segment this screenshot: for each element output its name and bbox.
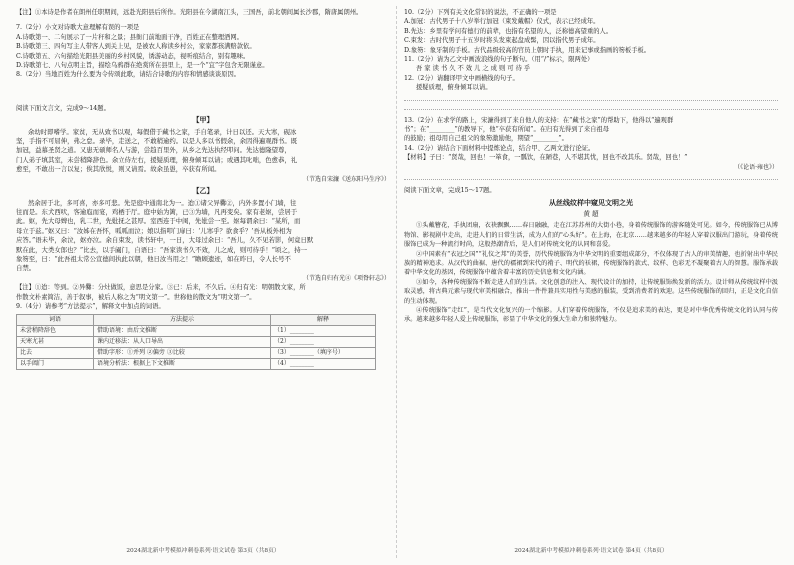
q10-option-b: B.先达：乡里有学问有德行的前辈，也指有名望的人，泛称德高望重的人。 (404, 27, 613, 35)
classical-intro: 阅读下面文言文，完成9～14题。 (16, 104, 110, 112)
question-11-stem: 11.（2分）请为乙文中画波浪线的句子断句。（用“/”标示，限两处） (404, 56, 594, 64)
table-cell: 天寒尤甚 (17, 337, 94, 348)
table-cell: 借助字形：①并列 ②偏旁 ③比较 (94, 348, 271, 359)
q7-option-b: B.诗歌第三、四句写主人带客人到关上见，是被农人称读乡村公，家家都孩满赔款依。 (16, 43, 256, 51)
q7-option-a: A.诗歌第一、二句展示了一片秆和之景；县衙门前地面干净，百姓正在整理酒网。 (16, 33, 243, 41)
passage-yi-source: （节选自归有光④《项脊轩志》） (302, 274, 390, 282)
answer-area[interactable] (404, 96, 778, 110)
passage-jia-source: （节选自宋濂《送东阳马生序》） (302, 175, 390, 183)
page-footer: 2024湖北新中考模拟冲刺卷系列·语文试卷 第3页（共8页） (126, 547, 280, 554)
q14-material-source: （《论语·雍也》） (734, 163, 778, 171)
article-author: 黄 超 (583, 209, 599, 218)
question-13-line[interactable]: 书”；在“________”的教导下，他“卒获有所闻”。在归有光得到了来自祖母 (404, 126, 610, 134)
answer-blank[interactable]: （2）________ (271, 337, 376, 348)
article-title: 从丝线纹样中窥见文明之光 (549, 197, 633, 207)
passage-line: 然余居于北，多可喜，亦多可悲。先是庭中通南北为一。迨①诸父异爨②，内外多置小门墙，往 (28, 198, 297, 207)
table-row (17, 326, 376, 337)
passage-line: 余幼时即嗜学。家贫，无从致书以观，每假借于藏书之家，手自笔录，计日以还。天大寒，砚冰 (28, 127, 297, 136)
passage-line: 此。妪，先大母婢也，乳二世，先妣抚之甚厚。室西连于中闺，先妣尝一至。妪每谓余曰：“某所，而 (16, 217, 301, 226)
answer-blank[interactable]: （3）________（填序号） (271, 348, 376, 359)
question-12-stem: 12.（2分）请翻译甲文中画横线的句子。 (404, 74, 519, 82)
question-14-stem: 14.（2分）请结合下面材料中提炼论点，结合甲、乙两文进行论证。 (404, 144, 595, 152)
passage-line: 象笏至，曰：“此吾祖太常公宣德间执此以朝，他日汝当用之！”瞻顾遗迹，如在昨日，令人长号不 (16, 254, 291, 263)
passage-line: 往而是。东犬西吠，客逾庖而宴，鸡栖于厅。庭中始为篱，已③为墙，凡再变矣。家有老妪，尝居于 (16, 207, 298, 216)
question-8-stem: 8.（2分）当地百姓为什么要为令传颂此歌，请结合诗歌的内容和情感谈谈原因。 (16, 71, 241, 79)
table-header: 词语 (17, 315, 94, 326)
q11-sentence[interactable]: 吾 家 读 书 久 不 效 儿 之 成 则 可 待 乎 (416, 65, 531, 73)
q10-option-d: D.象笏：象牙制的手板。古代品级较高的官员上朝时手执，用来记事或指画的笏板手板。 (404, 46, 651, 54)
passage-line: 自禁。 (16, 264, 36, 273)
table-cell: 借助语境：由后文推断 (94, 326, 271, 337)
table-row (17, 348, 376, 359)
table-cell: 未尝稍降辞色 (17, 326, 94, 337)
passage-line: 应答。”语未毕，余泣，妪亦泣。余自束发，读书轩中，一日，大母过余曰：“吾儿，久不见若影，何竟日默 (16, 236, 314, 245)
vocab-method-table (16, 314, 376, 370)
passage-jia-title: 【甲】 (192, 115, 214, 125)
q10-option-c: C.束发：古时代男子十五岁时将头发束起盘成髻，因以指代男子成年。 (404, 37, 600, 45)
table-header: 解释 (271, 315, 376, 326)
article-paragraph: ②中国素有“衣冠之国”“礼仪之邦”的美誉，历代传统服饰为中华文明的重要组成部分，不仅体现了古人的审美情趣，也折射出中华民族的精神追求。从汉代的曲裾、唐代的襦裙到宋代的褙子、明代的袄裙，传统服饰的款式、纹样、色彩无不凝聚着古人的智慧。服饰承载着中华文化的基因，传统服饰中蕴含着丰富的历史信息和文化内涵。 (404, 250, 778, 277)
annotation-line: 作散文朴素简洁，善于叙事，被后人称之为“明文第一”。世称他的散文为“明文第一”。 (16, 293, 256, 301)
passage-line: 默在此，大类女郎也？”比去，以手阖门，自语曰：“吾家读书久不效，儿之成，则可待乎！”顷之，持一 (16, 245, 307, 254)
passage-line: 门人弟子填其室，未尝稍降辞色。余立侍左右，援疑质理，俯身倾耳以请；或遇其叱咄，色愈恭，礼 (16, 155, 298, 164)
question-10-stem: 10.（2分）下列有关文化常识的说法，不正确的一项是 (404, 9, 557, 16)
q7-option-c: C.诗歌第五、六句描绘光阳县美丽的乡村风貌，诱游动态，视听痕结合，别有趣味。 (16, 52, 250, 60)
passage-yi-title: 【乙】 (192, 186, 214, 196)
question-9-stem: 9.（4分）请参考“方法提示”，解释文中加点的词语。 (16, 302, 165, 310)
answer-blank[interactable]: （1）________ (271, 326, 376, 337)
q12-sentence: 援疑质理，俯身倾耳以请。 (416, 84, 492, 92)
answer-blank[interactable]: （4）________ (271, 359, 376, 370)
modern-intro: 阅读下面文章，完成15～17题。 (404, 187, 496, 195)
passage-line: 坚，手指不可屈伸，弗之怠。录毕，走送之，不敢稍逾约。以是人多以书假余，余因得遍观群书。既 (16, 137, 298, 146)
passage-line: 愈至，不敢出一言以复；俟其欣悦，则又请焉。故余虽愚，卒获有所闻。 (16, 165, 221, 174)
page-3 (16, 8, 390, 556)
question-13-line: 13.（2分）在求学的路上，宋濂得到了来自他人的支持：在“藏书之家”的帮助下，他得以“遍观群 (404, 116, 674, 124)
article-paragraph: ③如今，各种传统服饰不断走进人们的生活。文化创意的注入、现代设计的加持，让传统服饰焕发新的活力。设计师从传统纹样中汲取灵感，将古典元素与现代审美相融合，推出一件件兼具实用性与美感的服装，受到消费者的欢迎。这些传统服饰的回归，正是文化自信的生动体现。 (404, 278, 778, 305)
question-13-line[interactable]: 的鼓励；祖母用自己祖父的象笏激励他，期望“________”。 (404, 135, 568, 143)
table-row (17, 337, 376, 348)
passage-line: 加冠，益慕圣贤之道。又患无硕师名人与游，尝趋百里外，从乡之先达执经叩问。先达德隆望尊， (16, 146, 291, 155)
article-paragraph: ④传统服饰“走红”，是当代文化复兴的一个缩影。人们穿着传统服饰，不仅是追求美的表达，更是对中华优秀传统文化的认同与传承。越来越多年轻人爱上传统服饰，彰显了中华文化的强大生命力和独特魅力。 (404, 306, 778, 324)
page-4 (404, 8, 778, 556)
page-divider (396, 6, 397, 558)
q10-option-a: A.加冠：古代男子十八岁举行加冠（束发戴帽）仪式，表示已经成年。 (404, 18, 600, 26)
poem-note: 【注】①本诗是作者在朗州任职期间，远赴光阳县后所作。光阳县在今湖南江头，三国吾，前北朝间属长沙郡，隋唐属朗州。 (16, 9, 363, 16)
passage-yi (16, 199, 390, 274)
table-cell: 语境分析法：根据上下文推断 (94, 359, 271, 370)
table-cell: 以手阖门 (17, 359, 94, 370)
article-paragraph: ①头戴簪花，手执团扇，衣袂飘飘……春日融融，走在江苏苏州的大街小巷，身着传统服饰的游客随处可见。如今，传统服饰已从博物馆、影视剧中走出，走进人们的日常生活，成为人们的"心头好"。在上海，在北京……越来越多的年轻人穿着汉服出门游玩，身着传统服饰已成为一种流行时尚，这股热潮背后，是人们对传统文化的认同和喜爱。 (404, 222, 778, 249)
q14-material: 【材料】子曰：“贤哉，回也！一箪食，一瓢饮，在陋巷，人不堪其忧，回也不改其乐。贤哉，回也！” (404, 154, 688, 162)
table-cell: 课内迁移法：从人口导出 (94, 337, 271, 348)
q7-option-d: D.诗歌第七、八句点明主旨，描绘乌鸦群在绝赏所在县里上，是一个“宜”字包含无限谨意。 (16, 62, 269, 70)
passage-line: 母立于兹。”妪又曰：“汝姊在吾怀，呱呱而泣；娘以指叩门扉曰：‘儿寒乎？欲食乎？’吾从板外相为 (16, 226, 292, 235)
passage-jia (16, 128, 390, 175)
question-7-stem: 7.（2分）小文对诗歌大意理解有误的一项是 (16, 24, 140, 32)
table-row (17, 359, 376, 370)
answer-area[interactable] (404, 175, 778, 180)
annotation-line: 【注】①迨：等到。②异爨：分灶做饭，意思是分家。③已：后来，不久后。④归有光：明朝散文家，所 (16, 284, 306, 292)
page-footer: 2024湖北新中考模拟冲刺卷系列·语文试卷 第4页（共8页） (514, 547, 668, 554)
table-header: 方法提示 (94, 315, 271, 326)
table-cell: 比去 (17, 348, 94, 359)
